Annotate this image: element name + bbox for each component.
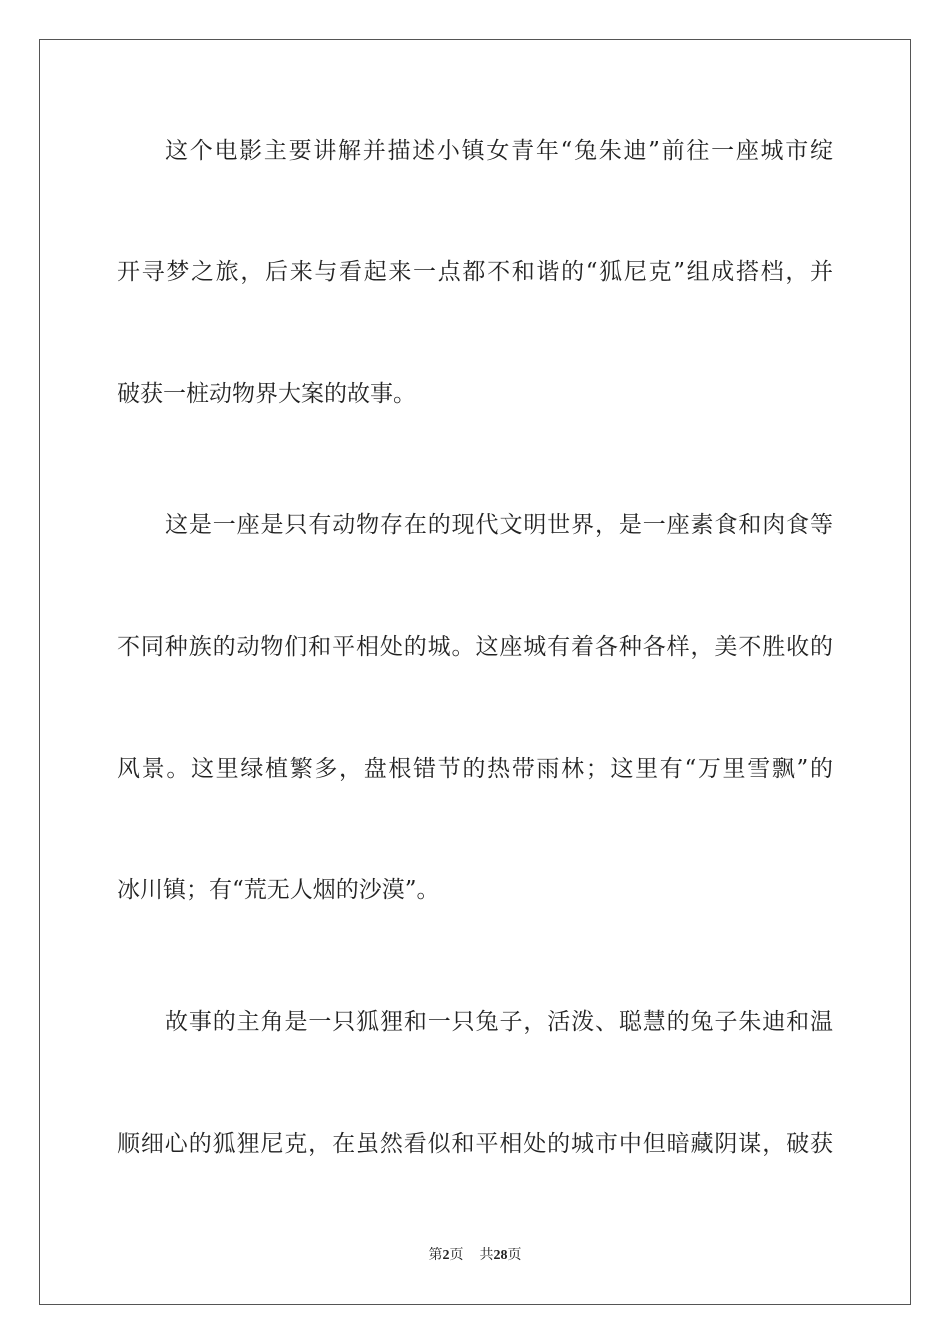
paragraph-2-line-4: 冰川镇；有“荒无人烟的沙漠”。 bbox=[117, 877, 440, 903]
page-label: 第2页 bbox=[428, 1247, 464, 1263]
total-pages: 28 bbox=[493, 1248, 508, 1263]
paragraph-2-line-1: 这是一座是只有动物存在的现代文明世界，是一座素食和肉食等 bbox=[165, 512, 833, 538]
paragraph-3-line-2: 顺细心的狐狸尼克，在虽然看似和平相处的城市中但暗藏阴谋，破获 bbox=[117, 1131, 833, 1157]
paragraph-3-line-1: 故事的主角是一只狐狸和一只兔子，活泼、聪慧的兔子朱迪和温 bbox=[165, 1009, 833, 1035]
paragraph-2-line-3: 风景。这里绿植繁多，盘根错节的热带雨林；这里有“万里雪飘”的 bbox=[117, 756, 833, 782]
paragraph-1-line-1: 这个电影主要讲解并描述小镇女青年“兔朱迪”前往一座城市绽 bbox=[165, 138, 833, 164]
total-pages-label: 共28页 bbox=[479, 1247, 522, 1263]
page-footer bbox=[0, 1246, 950, 1265]
page-border bbox=[39, 39, 911, 1305]
page-number: 2 bbox=[442, 1248, 450, 1263]
paragraph-1-line-3: 破获一桩动物界大案的故事。 bbox=[117, 381, 416, 407]
paragraph-1-line-2: 开寻梦之旅，后来与看起来一点都不和谐的“狐尼克”组成搭档，并 bbox=[117, 259, 833, 285]
paragraph-2-line-2: 不同种族的动物们和平相处的城。这座城有着各种各样，美不胜收的 bbox=[117, 634, 833, 660]
